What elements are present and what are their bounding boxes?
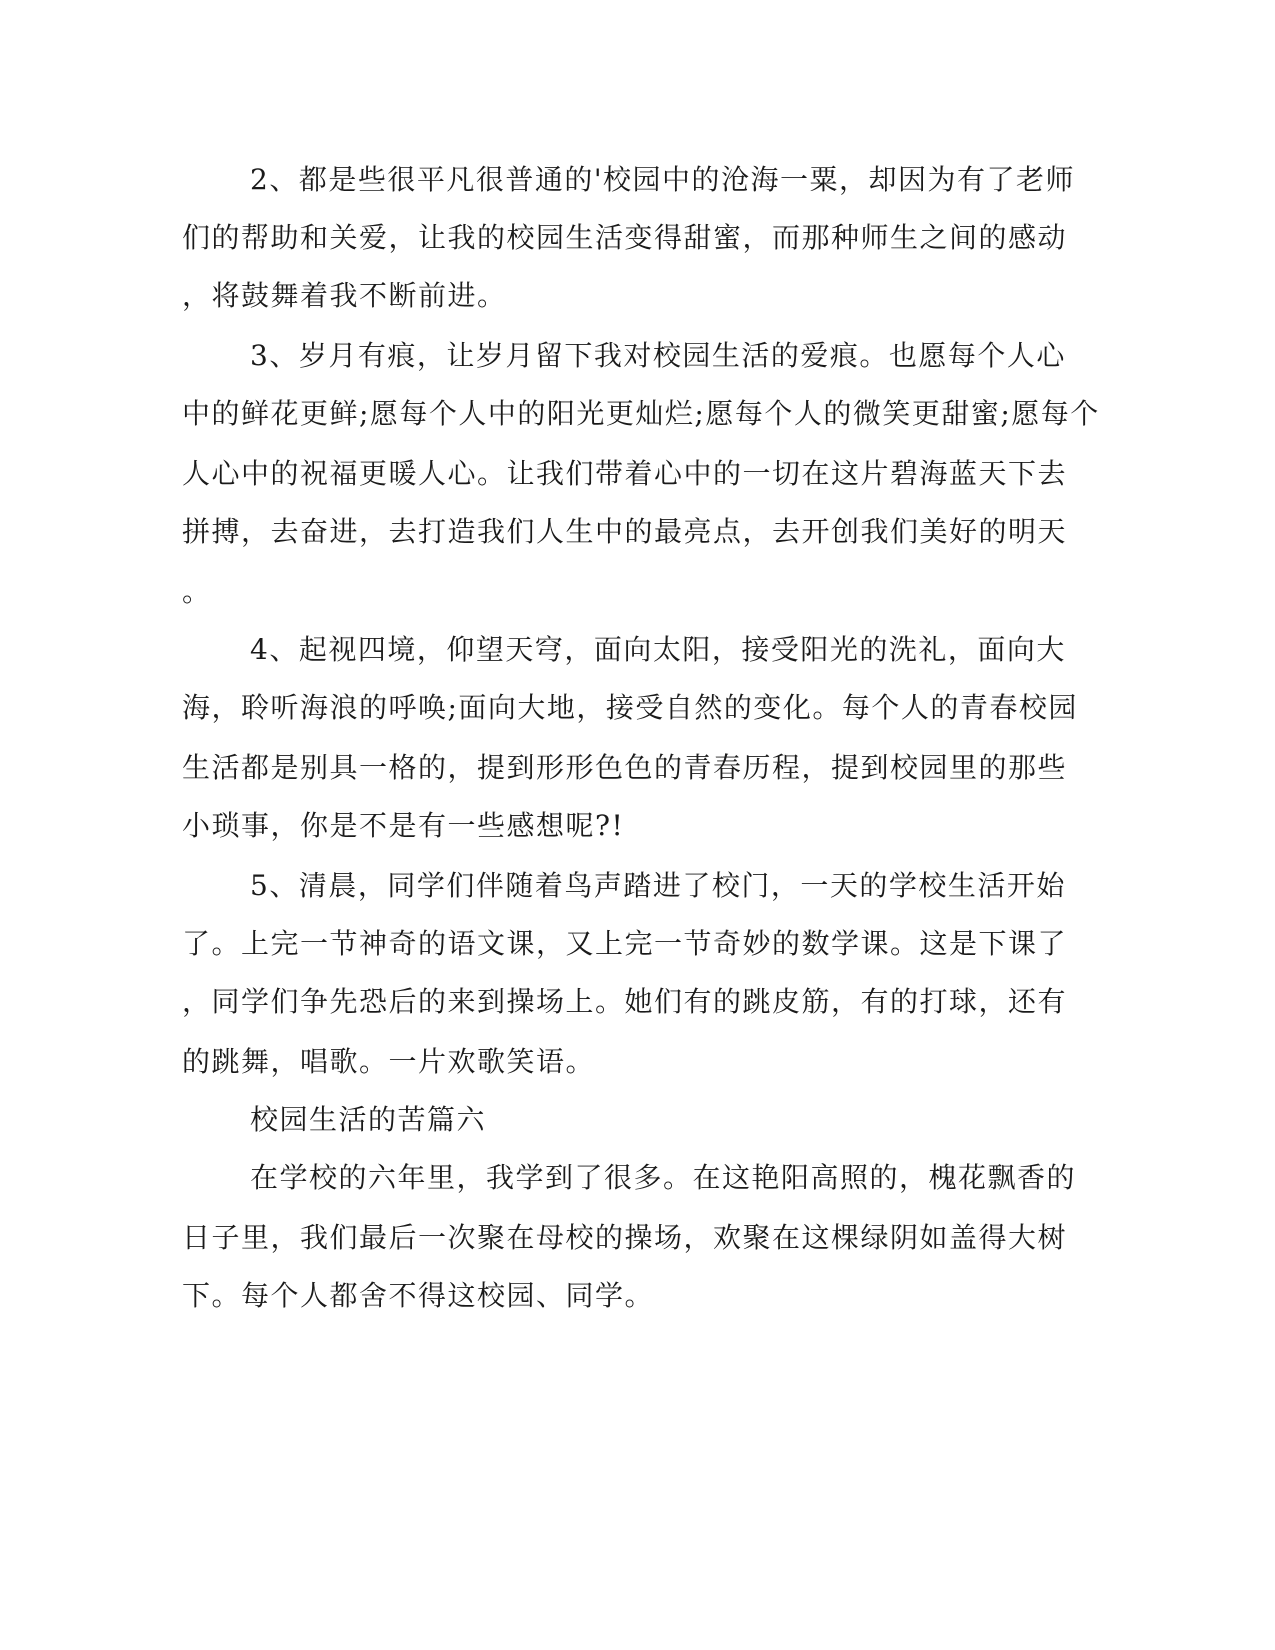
text-line: 4、起视四境，仰望天穹，面向太阳，接受阳光的洗礼，面向大 [250, 633, 1066, 666]
text-line: 们的帮助和关爱，让我的校园生活变得甜蜜，而那种师生之间的感动 [182, 221, 1068, 254]
text-line: 海，聆听海浪的呼唤;面向大地，接受自然的变化。每个人的青春校园 [182, 691, 1078, 724]
text-line: 在学校的六年里，我学到了很多。在这艳阳高照的，槐花飘香的 [250, 1161, 1077, 1194]
text-line: 下。每个人都舍不得这校园、同学。 [182, 1279, 655, 1312]
text-line: 日子里，我们最后一次聚在母校的操场，欢聚在这棵绿阴如盖得大树 [182, 1221, 1068, 1254]
text-line: 的跳舞，唱歌。一片欢歌笑语。 [182, 1045, 596, 1078]
text-line: 3、岁月有痕，让岁月留下我对校园生活的爱痕。也愿每个人心 [250, 339, 1066, 372]
text-line: 人心中的祝福更暖人心。让我们带着心中的一切在这片碧海蓝天下去 [182, 457, 1068, 490]
text-line: 了。上完一节神奇的语文课，又上完一节奇妙的数学课。这是下课了 [182, 927, 1068, 960]
text-line: 小琐事，你是不是有一些感想呢?! [182, 809, 625, 842]
text-line: ，将鼓舞着我不断前进。 [182, 279, 507, 312]
text-line: 拼搏，去奋进，去打造我们人生中的最亮点，去开创我们美好的明天 [182, 515, 1068, 548]
text-line: 5、清晨，同学们伴随着鸟声踏进了校门，一天的学校生活开始 [250, 869, 1066, 902]
section-heading: 校园生活的苦篇六 [250, 1103, 487, 1136]
text-line: 中的鲜花更鲜;愿每个人中的阳光更灿烂;愿每个人的微笑更甜蜜;愿每个 [182, 397, 1100, 430]
text-line: ，同学们争先恐后的来到操场上。她们有的跳皮筋，有的打球，还有 [182, 985, 1068, 1018]
text-line: 生活都是别具一格的，提到形形色色的青春历程，提到校园里的那些 [182, 751, 1068, 784]
text-line: 。 [182, 575, 212, 608]
text-line: 2、都是些很平凡很普通的'校园中的沧海一粟，却因为有了老师 [250, 163, 1076, 196]
